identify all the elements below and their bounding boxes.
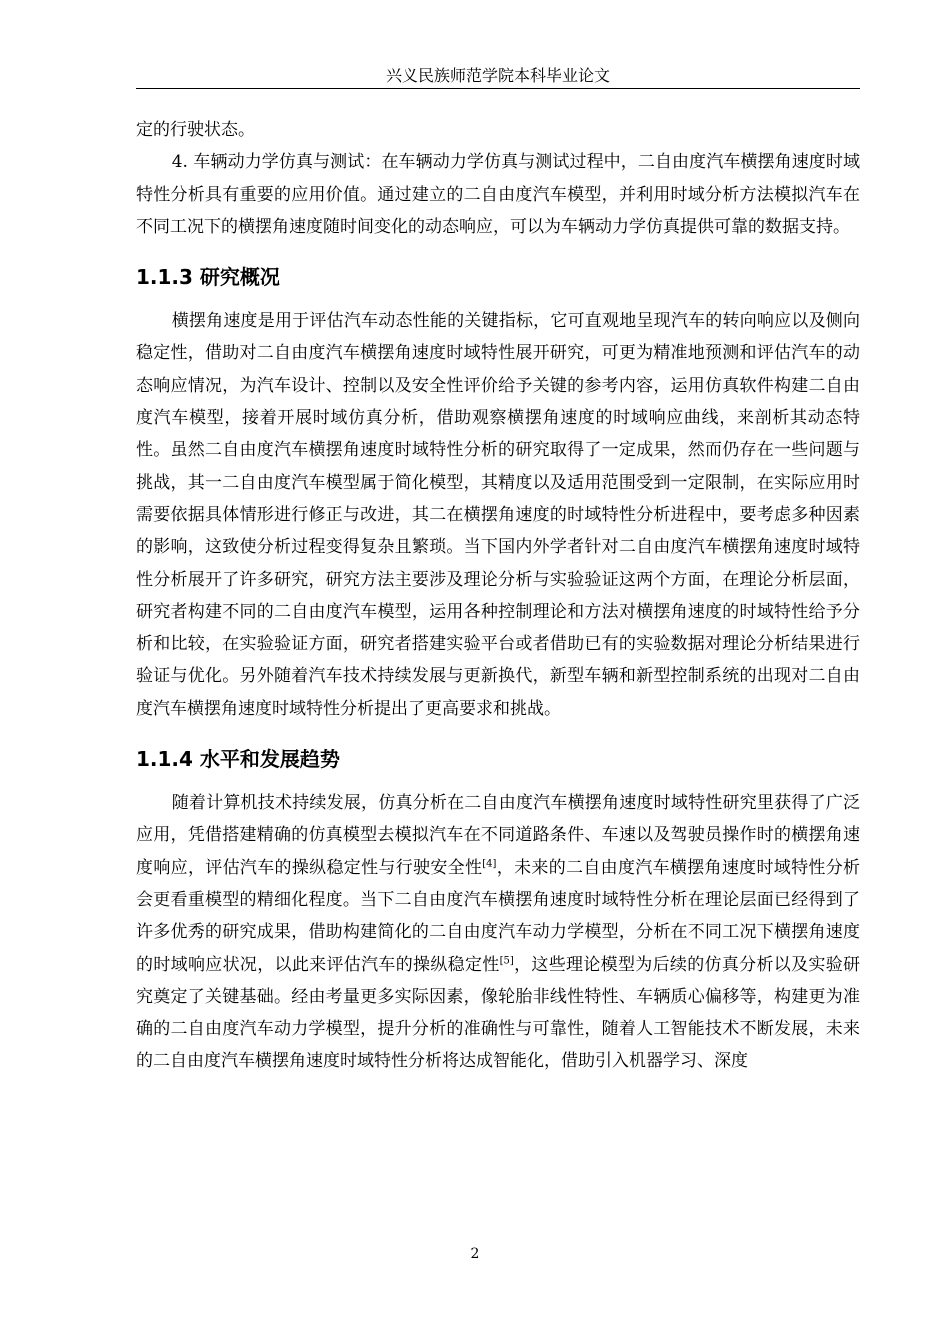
citation-ref: [5] <box>499 954 514 966</box>
paragraph-research-overview: 横摆角速度是用于评估汽车动态性能的关键指标，它可直观地呈现汽车的转向响应以及侧向稳定性，借助对二自由度汽车横摆角速度时域特性展开研究，可更为精准地预测和评估汽车的动态响应情况，为汽车设计、控制以及安全性评价给予关键的参考内容，运用仿真软件构建二自由度汽车模型，接着开展时域仿真分析，借助观察横摆角速度的时域响应曲线，来剖析其动态特性。虽然二自由度汽车横摆角速度时域特性分析的研究取得了一定成果，然而仍存在一些问题与挑战，其一二自由度汽车模型属于简化模型，其精度以及适用范围受到一定限制，在实际应用时需要依据具体情形进行修正与改进，其二在横摆角速度的时域特性分析进程中，要考虑多种因素的影响，这致使分析过程变得复杂且繁琐。当下国内外学者针对二自由度汽车横摆角速度时域特性分析展开了许多研究，研究方法主要涉及理论分析与实验验证这两个方面，在理论分析层面，研究者构建不同的二自由度汽车模型，运用各种控制理论和方法对横摆角速度的时域特性给予分析和比较，在实验验证方面，研究者搭建实验平台或者借助已有的实验数据对理论分析结果进行验证与优化。另外随着汽车技术持续发展与更新换代，新型车辆和新型控制系统的出现对二自由度汽车横摆角速度时域特性分析提出了更高要求和挑战。 <box>136 311 860 719</box>
paragraph-vehicle-simulation: 4. 车辆动力学仿真与测试：在车辆动力学仿真与测试过程中，二自由度汽车横摆角速度时域特性分析具有重要的应用价值。通过建立的二自由度汽车模型，并利用时域分析方法模拟汽车在不同工况下的横摆角速度随时间变化的动态响应，可以为车辆动力学仿真提供可靠的数据支持。 <box>136 152 860 237</box>
text-segment: 随着计算机技术持续发展，仿真分析在二自由度汽车横摆角速度时域特性研究里获得了广泛应用，凭借搭建精确的仿真模型去模拟汽车在不同道路条件、车速以及驾驶员操作时的横摆角速度响应，评估汽车的操纵稳定性与行驶安全性 <box>136 793 860 878</box>
text-segment: ，这些理论模型为后续的仿真分析以及实验研究奠定了关键基础。经由考量更多实际因素，像轮胎非线性特性、车辆质心偏移等，构建更为准确的二自由度汽车动力学模型，提升分析的准确性与可靠性，随着人工智能技术不断发展，未来的二自由度汽车横摆角速度时域特性分析将达成智能化，借助引入机器学习、深度 <box>136 954 861 1072</box>
header-divider <box>136 88 860 89</box>
page-body <box>136 114 860 1078</box>
paragraph-level-and-trends <box>136 787 860 1078</box>
section-heading-113: 1.1.3 研究概况 <box>136 265 280 290</box>
page-number: 2 <box>470 1246 480 1262</box>
paragraph-continuation: 定的行驶状态。 <box>136 120 255 140</box>
text-segment: ，未来的二自由度汽车横摆角速度时域特性分析会更看重模型的精细化程度。当下二自由度汽车横摆角速度时域特性分析在理论层面已经得到了许多优秀的研究成果，借助构建简化的二自由度汽车动力学模型，分析在不同工况下横摆角速度的时域响应状况，以此来评估汽车的操纵稳定性 <box>136 857 861 975</box>
page-header: 兴义民族师范学院本科毕业论文 <box>385 66 610 85</box>
section-heading-114: 1.1.4 水平和发展趋势 <box>136 747 340 772</box>
citation-ref: [4] <box>482 857 497 869</box>
